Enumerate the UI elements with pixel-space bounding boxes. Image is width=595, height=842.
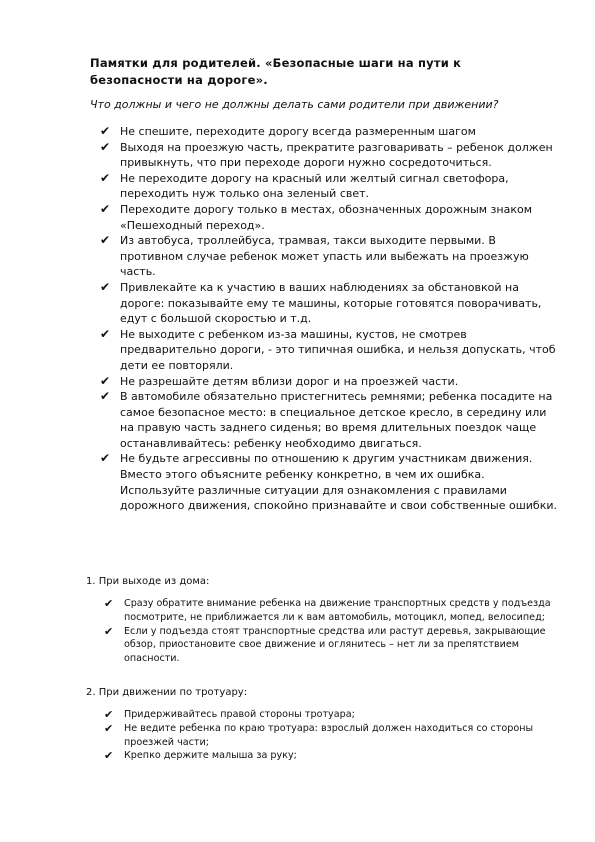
section-heading-leaving-home: 1. При выходе из дома: xyxy=(86,576,210,587)
list-item-text: Не разрешайте детям вблизи дорог и на проезжей части. xyxy=(120,374,459,388)
list-item-text: В автомобиле обязательно пристегнитесь ремнями; ребенка посадите на самое безопасное место: в специальное детское кресло, в середину или на правую часть заднего сиденья; во время длительных поездок чаще останавливайтесь: ребенку необходимо двигаться. xyxy=(120,390,553,450)
list-item-text: Если у подъезда стоят транспортные средства или растут деревья, закрывающие обзор, приостановите свое движение и оглянитесь – нет ли за препятствием опасности. xyxy=(124,625,546,665)
checkmark-icon: ✔ xyxy=(104,597,114,610)
list-item xyxy=(100,140,560,171)
list-item-text: Не выходите с ребенком из-за машины, кустов, не смотрев предварительно дороги, - это типичная ошибка, и нельзя допускать, чтоб дети ее повторяли. xyxy=(120,327,556,372)
list-item-text: Не переходите дорогу на красный или желтый сигнал светофора, переходить нуж только она зеленый свет. xyxy=(120,171,509,201)
leaving-home-list xyxy=(104,597,564,666)
list-item xyxy=(100,171,560,202)
checkmark-icon: ✔ xyxy=(100,139,111,154)
checkmark-icon: ✔ xyxy=(100,389,111,404)
list-item-text: Переходите дорогу только в местах, обозначенных дорожным знаком «Пешеходный переход». xyxy=(120,202,533,232)
list-item xyxy=(104,749,564,763)
list-item-text: Привлекайте ка к участию в ваших наблюдениях за обстановкой на дороге: показывайте ему те машины, которые готовятся поворачивать, едут с большой скоростью и т.д. xyxy=(120,280,542,326)
checkmark-icon: ✔ xyxy=(104,721,114,735)
sidewalk-list xyxy=(104,708,564,763)
main-rules-list xyxy=(100,124,560,514)
list-item xyxy=(100,124,560,140)
memo-subtitle: Что должны и чего не должны делать сами родители при движении? xyxy=(90,98,499,111)
checkmark-icon: ✔ xyxy=(104,749,114,763)
list-item xyxy=(100,451,560,513)
memo-title: Памятки для родителей. «Безопасные шаги на пути к безопасности на дороге». xyxy=(90,56,462,87)
checkmark-icon: ✔ xyxy=(104,708,114,721)
checkmark-icon: ✔ xyxy=(100,279,111,294)
list-item-text: Придерживайтесь правой стороны тротуара; xyxy=(124,709,355,720)
list-item xyxy=(100,374,560,390)
list-item-text: Не спешите, переходите дорогу всегда размеренным шагом xyxy=(120,125,476,138)
list-item xyxy=(100,327,560,374)
list-item-text: Выходя на проезжую часть, прекратите разговаривать – ребенок должен привыкнуть, что при переходе дороги нужно сосредоточиться. xyxy=(120,140,553,170)
list-item xyxy=(104,708,564,722)
list-item-text: Крепко держите малыша за руку; xyxy=(124,750,297,762)
list-item xyxy=(104,625,564,666)
list-item xyxy=(104,597,564,625)
list-item xyxy=(100,202,560,233)
checkmark-icon: ✔ xyxy=(100,124,111,138)
checkmark-icon: ✔ xyxy=(104,624,114,638)
checkmark-icon: ✔ xyxy=(100,170,111,185)
checkmark-icon: ✔ xyxy=(100,373,111,388)
list-item-text: Не будьте агрессивны по отношению к другим участникам движения. Вместо этого объясните ребенку конкретно, в чем их ошибка. Используйте различные ситуации для ознакомления с правилами дорожного движения, спокойно признавайте и свои собственные ошибки. xyxy=(120,452,557,513)
list-item xyxy=(100,389,560,451)
section-heading-sidewalk: 2. При движении по тротуару: xyxy=(86,687,248,698)
list-item-text: Из автобуса, троллейбуса, трамвая, такси выходите первыми. В противном случае ребенок может упасть или выбежать на проезжую часть. xyxy=(120,234,529,279)
list-item xyxy=(100,233,560,280)
list-item xyxy=(100,280,560,327)
checkmark-icon: ✔ xyxy=(100,451,111,466)
checkmark-icon: ✔ xyxy=(100,233,111,248)
checkmark-icon: ✔ xyxy=(100,201,111,216)
checkmark-icon: ✔ xyxy=(100,326,111,341)
list-item-text: Сразу обратите внимание ребенка на движение транспортных средств у подъезда посмотрите, не приближается ли к вам автомобиль, мотоцикл, мопед, велосипед; xyxy=(124,598,551,623)
list-item-text: Не ведите ребенка по краю тротуара: взрослый должен находиться со стороны проезжей части; xyxy=(124,722,534,748)
list-item xyxy=(104,722,564,750)
